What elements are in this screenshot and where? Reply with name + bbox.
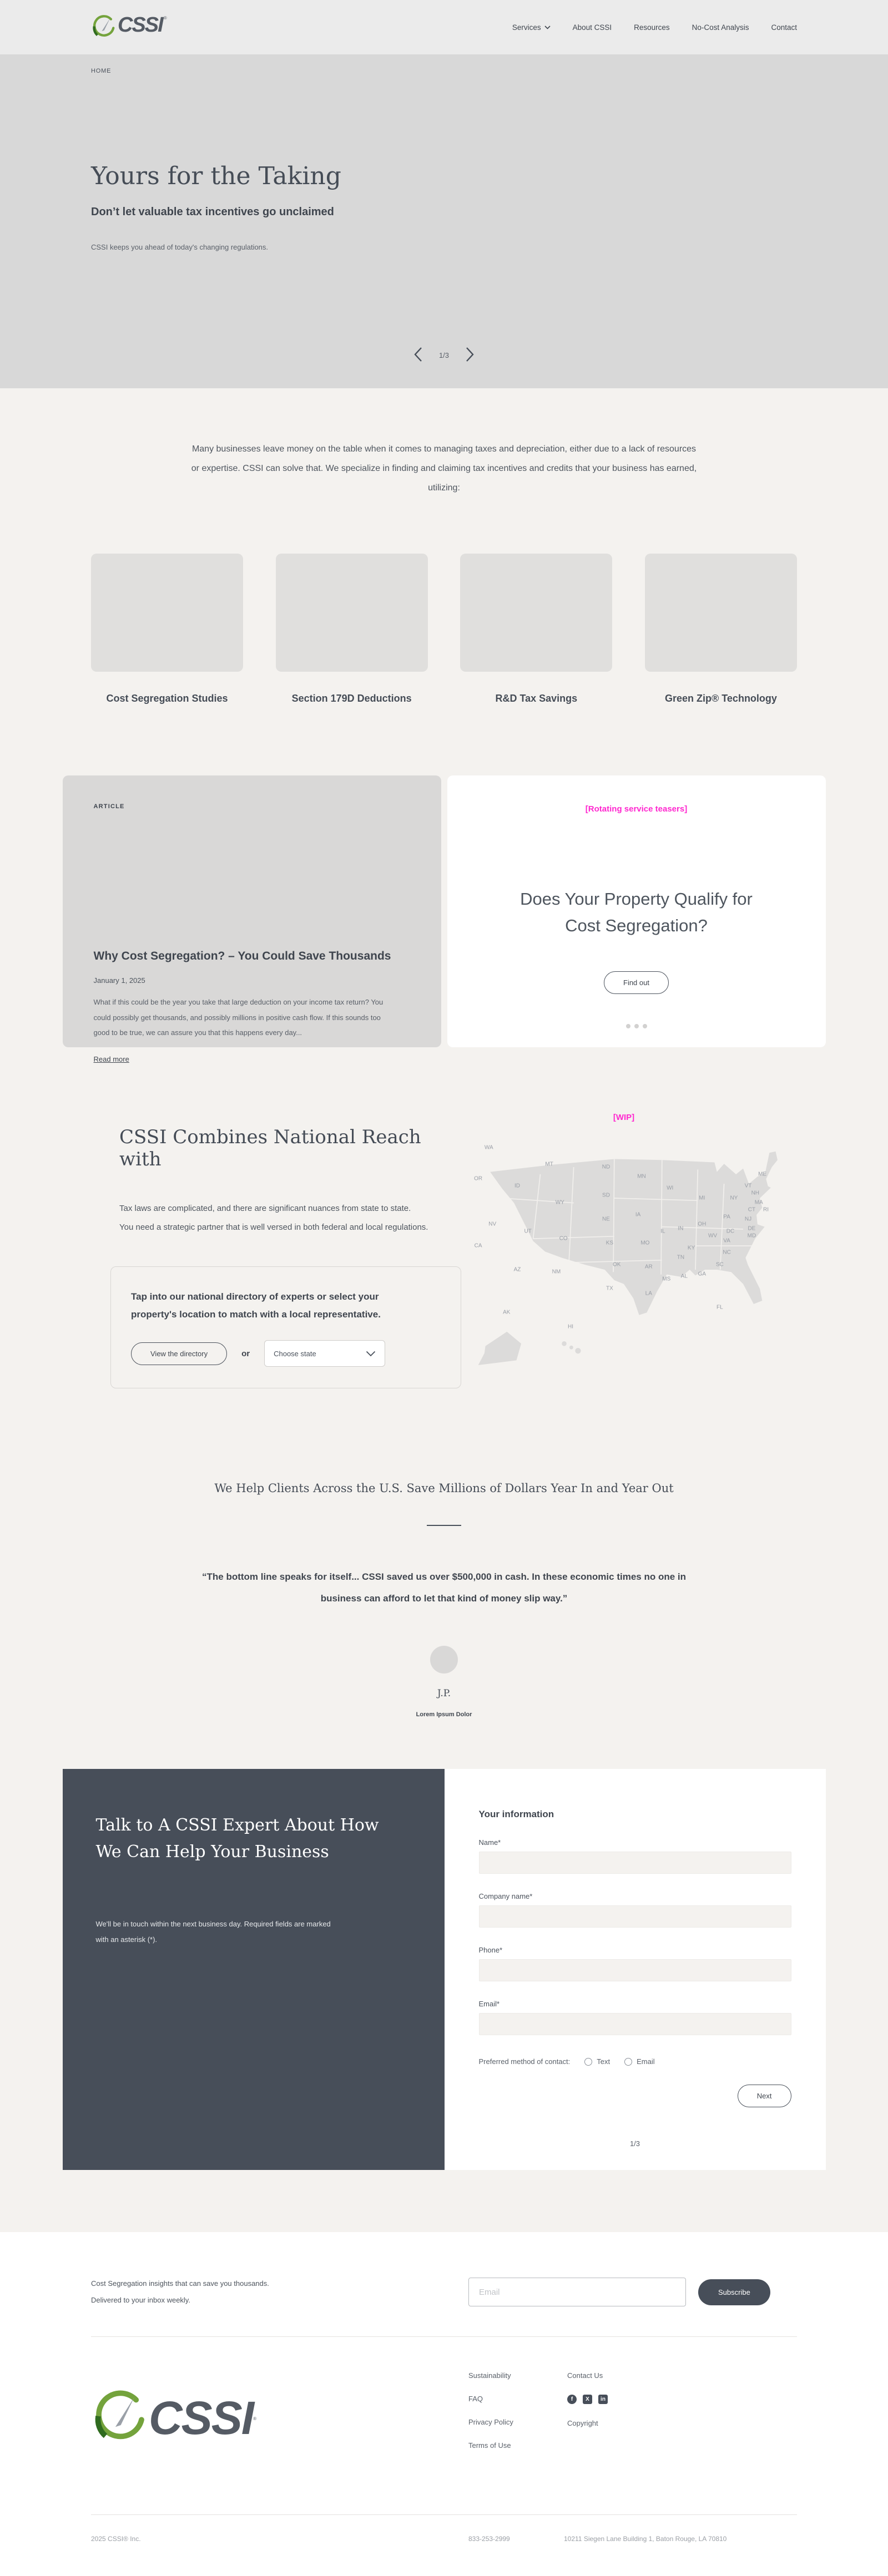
map-wip-note: [WIP]	[613, 1112, 635, 1122]
state-label-ut: UT	[524, 1228, 532, 1235]
state-label-id: ID	[514, 1183, 520, 1189]
state-label-ri: RI	[763, 1206, 769, 1213]
teaser-dot-2[interactable]	[634, 1024, 639, 1028]
state-label-ca: CA	[474, 1243, 482, 1249]
us-map-labels	[446, 1127, 801, 1365]
state-label-wi: WI	[667, 1185, 674, 1191]
phone-field-label: Phone*	[478, 1946, 503, 1955]
testimonial-heading: We Help Clients Across the U.S. Save Millions of Dollars Year In and Year Out	[214, 1482, 674, 1495]
subscribe-button[interactable]: Subscribe	[698, 2279, 770, 2305]
reach-title: CSSI Combines National Reach with	[119, 1125, 421, 1170]
state-label-sd: SD	[602, 1192, 610, 1199]
company-field[interactable]	[479, 1905, 791, 1928]
directory-text: Tap into our national directory of experts or select your property's location to match with a local representative.	[131, 1291, 381, 1320]
logo-text: CSSI	[118, 13, 163, 37]
form-pagination: 1/3	[629, 2139, 640, 2148]
newsletter-line1: Cost Segregation insights that can save you thousands.	[91, 2279, 269, 2288]
hero-title: Yours for the Taking	[91, 162, 341, 190]
contact-body: We'll be in touch within the next business day. Required fields are marked with an asterisk (*).	[95, 1920, 331, 1944]
teaser-dot-1[interactable]	[626, 1024, 630, 1028]
newsletter-section	[0, 2232, 888, 2576]
state-label-az: AZ	[513, 1266, 521, 1273]
newsletter-line2: Delivered to your inbox weekly.	[91, 2296, 190, 2305]
breadcrumb[interactable]: HOME	[91, 68, 112, 74]
footer-link-copyright[interactable]: Copyright	[567, 2419, 598, 2428]
contact-section	[63, 1769, 826, 2170]
state-label-la: LA	[645, 1290, 652, 1297]
state-label-nd: ND	[602, 1164, 610, 1170]
service-card-image-placeholder	[460, 554, 612, 672]
state-label-ok: OK	[612, 1261, 621, 1268]
state-label-ny: NY	[730, 1195, 738, 1201]
state-label-ms: MS	[662, 1276, 671, 1282]
state-label-nm: NM	[552, 1269, 561, 1275]
newsletter-text	[91, 2275, 468, 2309]
state-label-dc: DC	[726, 1228, 735, 1235]
radio-label: Text	[597, 2057, 610, 2066]
service-card-label: R&D Tax Savings	[495, 692, 578, 704]
contact-method-text-radio[interactable]	[584, 2057, 610, 2066]
state-label-nc: NC	[723, 1249, 731, 1256]
choose-state-label: Choose state	[274, 1349, 316, 1358]
footer-link-contact-us[interactable]: Contact Us	[567, 2371, 603, 2380]
state-label-pa: PA	[723, 1214, 730, 1220]
radio-icon	[584, 2058, 592, 2066]
reach-body-line2: You need a strategic partner that is well versed in both federal and local regulations.	[119, 1223, 428, 1233]
state-label-oh: OH	[698, 1221, 707, 1228]
state-label-il: IL	[660, 1228, 665, 1235]
footer-address: 10211 Siegen Lane Building 1, Baton Rouge, LA 70810	[564, 2535, 727, 2543]
state-label-tn: TN	[677, 1254, 685, 1261]
state-label-mo: MO	[640, 1240, 650, 1246]
footer-main	[91, 2337, 797, 2487]
nav-no-cost-analysis[interactable]: No-Cost Analysis	[692, 23, 749, 32]
teaser-title: Does Your Property Qualify for Cost Segregation?	[520, 889, 753, 935]
us-map	[446, 1127, 801, 1365]
highlights-section	[63, 775, 826, 1064]
contact-form-panel	[445, 1769, 826, 2170]
chevron-left-icon	[413, 347, 422, 362]
state-label-ct: CT	[748, 1206, 756, 1213]
directory-card	[110, 1266, 461, 1389]
reach-body	[119, 1199, 446, 1238]
service-card-image-placeholder	[91, 554, 243, 672]
state-label-me: ME	[758, 1171, 767, 1178]
x-twitter-icon[interactable]: X	[583, 2395, 592, 2404]
intro-paragraph: Many businesses leave money on the table when it comes to managing taxes and depreciation, either due to a lack of resources or expertise. CSSI can solve that. We specialize in finding and claiming tax incentives and credits that your business has earned, utilizing:	[191, 444, 697, 493]
footer-link-faq[interactable]: FAQ	[468, 2395, 483, 2403]
state-label-or: OR	[474, 1175, 483, 1182]
article-title: Why Cost Segregation? – You Could Save Thousands	[93, 949, 391, 962]
footer-links-col1	[468, 2371, 567, 2465]
contact-heading: Talk to A CSSI Expert About How We Can Help Your Business	[95, 1816, 379, 1862]
state-label-ky: KY	[687, 1245, 695, 1251]
email-field[interactable]	[479, 2013, 791, 2035]
testimonial-name: J.P.	[437, 1688, 451, 1700]
footer-bottom-bar	[91, 2515, 797, 2576]
linkedin-icon[interactable]: in	[598, 2395, 608, 2404]
hero-carousel	[0, 344, 888, 366]
state-label-nj: NJ	[744, 1216, 752, 1223]
nav-resources[interactable]: Resources	[634, 23, 670, 32]
footer-links-col2	[567, 2371, 608, 2465]
newsletter-email-input[interactable]	[468, 2278, 686, 2306]
logo-registered-mark: ®	[163, 16, 167, 21]
state-label-wy: WY	[555, 1199, 564, 1206]
view-directory-button[interactable]: View the directory	[131, 1342, 227, 1365]
state-label-ks: KS	[606, 1240, 614, 1246]
social-icons	[567, 2395, 608, 2404]
state-label-vt: VT	[744, 1183, 752, 1189]
name-field[interactable]	[479, 1852, 791, 1874]
state-label-nv: NV	[488, 1221, 497, 1228]
logo[interactable]	[91, 14, 167, 40]
state-label-co: CO	[559, 1235, 568, 1242]
testimonial-role: Lorem Ipsum Dolor	[416, 1711, 472, 1718]
state-label-ar: AR	[644, 1264, 653, 1270]
footer-phone[interactable]: 833-253-2999	[468, 2535, 510, 2543]
state-label-in: IN	[678, 1225, 684, 1232]
state-label-al: AL	[680, 1273, 688, 1280]
service-card-image-placeholder	[276, 554, 428, 672]
state-label-ak: AK	[503, 1309, 511, 1316]
cssi-logo-icon	[91, 14, 117, 40]
form-title: Your information	[478, 1809, 554, 1820]
teaser-dots	[626, 1024, 647, 1028]
footer-link-terms[interactable]: Terms of Use	[468, 2441, 511, 2450]
intro-section	[91, 388, 797, 704]
carousel-position: 1/3	[438, 351, 450, 359]
divider	[427, 1525, 461, 1526]
footer-logo[interactable]	[91, 2371, 468, 2465]
or-label: or	[241, 1348, 250, 1358]
site-header	[0, 0, 888, 54]
state-label-mt: MT	[545, 1161, 553, 1168]
phone-field[interactable]	[479, 1959, 791, 1981]
state-label-sc: SC	[715, 1261, 724, 1268]
testimonial-quote: “The bottom line speaks for itself... CSSI saved us over $500,000 in cash. In these economic times no one in business can afford to let that kind of money slip way.”	[202, 1571, 686, 1604]
teaser-dot-3[interactable]	[643, 1024, 647, 1028]
chevron-down-icon	[366, 1351, 376, 1357]
reach-map-column	[446, 1113, 806, 1389]
contact-method-label: Preferred method of contact:	[478, 2057, 571, 2066]
state-label-wa: WA	[484, 1144, 493, 1151]
form-actions	[479, 2085, 791, 2107]
cssi-logo-icon	[91, 2389, 149, 2447]
article-card	[63, 775, 441, 1064]
nav-services-label: Services	[512, 23, 541, 32]
radio-label: Email	[637, 2057, 655, 2066]
service-card-179d[interactable]	[276, 554, 428, 704]
state-label-nh: NH	[751, 1190, 760, 1196]
service-card-cost-segregation[interactable]	[91, 554, 243, 704]
teaser-wip-note: [Rotating service teasers]	[585, 804, 688, 814]
radio-icon	[624, 2058, 632, 2066]
state-label-va: VA	[723, 1238, 730, 1244]
state-label-de: DE	[748, 1225, 756, 1232]
state-label-md: MD	[747, 1233, 756, 1239]
state-label-ne: NE	[602, 1216, 610, 1223]
service-card-label: Green Zip® Technology	[664, 692, 777, 704]
state-label-hi: HI	[568, 1324, 573, 1330]
service-cards-row	[91, 554, 797, 704]
state-label-ma: MA	[754, 1199, 763, 1206]
contact-method-row	[479, 2057, 791, 2066]
article-excerpt: What if this could be the year you take that large deduction on your income tax return? You could possibly get thousands, and possibly millions in positive cash flow. If this sounds too good to be true, we can assure you that this happens every day...	[93, 997, 384, 1037]
main-nav	[512, 23, 797, 32]
choose-state-select[interactable]	[264, 1340, 385, 1367]
teaser-card	[447, 775, 826, 1047]
chevron-down-icon	[544, 26, 551, 29]
reach-left-column	[91, 1113, 446, 1389]
service-card-rd-tax[interactable]	[460, 554, 612, 704]
reach-section	[91, 1113, 797, 1389]
company-field-label: Company name*	[478, 1892, 533, 1901]
hero-subtitle: Don’t let valuable tax incentives go unclaimed	[91, 206, 334, 218]
carousel-next-button[interactable]	[463, 344, 477, 366]
facebook-icon[interactable]: f	[567, 2395, 577, 2404]
service-card-image-placeholder	[645, 554, 797, 672]
nav-services[interactable]	[512, 23, 551, 32]
footer-logo-text: CSSI	[149, 2392, 254, 2445]
state-label-wv: WV	[708, 1233, 718, 1239]
hero-section	[0, 54, 888, 388]
chevron-right-icon	[466, 347, 475, 362]
contact-method-email-radio[interactable]	[624, 2057, 655, 2066]
nav-about[interactable]: About CSSI	[572, 23, 612, 32]
email-field-label: Email*	[478, 2000, 500, 2009]
name-field-label: Name*	[478, 1838, 501, 1847]
find-out-button[interactable]: Find out	[604, 971, 669, 994]
footer-link-privacy-policy[interactable]: Privacy Policy	[468, 2418, 513, 2427]
directory-actions	[131, 1340, 441, 1367]
service-card-label: Section 179D Deductions	[291, 692, 412, 704]
testimonial-section	[91, 1482, 797, 1718]
avatar	[430, 1646, 458, 1674]
state-label-mn: MN	[637, 1173, 646, 1180]
next-button[interactable]: Next	[738, 2085, 791, 2107]
footer-copyright-text: 2025 CSSI® Inc.	[91, 2535, 141, 2543]
carousel-prev-button[interactable]	[411, 344, 425, 366]
footer-logo-registered: ®	[253, 2416, 256, 2421]
read-more-link[interactable]: Read more	[93, 1055, 129, 1064]
nav-contact[interactable]: Contact	[771, 23, 797, 32]
article-eyebrow: ARTICLE	[93, 803, 125, 810]
state-label-ia: IA	[635, 1211, 641, 1218]
state-label-mi: MI	[699, 1195, 705, 1201]
service-card-green-zip[interactable]	[645, 554, 797, 704]
service-card-label: Cost Segregation Studies	[106, 692, 228, 704]
state-label-ga: GA	[698, 1271, 707, 1277]
hero-body: CSSI keeps you ahead of today's changing regulations.	[91, 243, 269, 251]
newsletter-row	[91, 2275, 797, 2309]
state-label-fl: FL	[716, 1304, 723, 1311]
state-label-tx: TX	[606, 1285, 613, 1292]
contact-intro-panel	[63, 1769, 445, 2170]
article-date: January 1, 2025	[93, 976, 145, 985]
reach-body-line1: Tax laws are complicated, and there are significant nuances from state to state.	[119, 1203, 411, 1213]
footer-link-sustainability[interactable]: Sustainability	[468, 2371, 511, 2380]
